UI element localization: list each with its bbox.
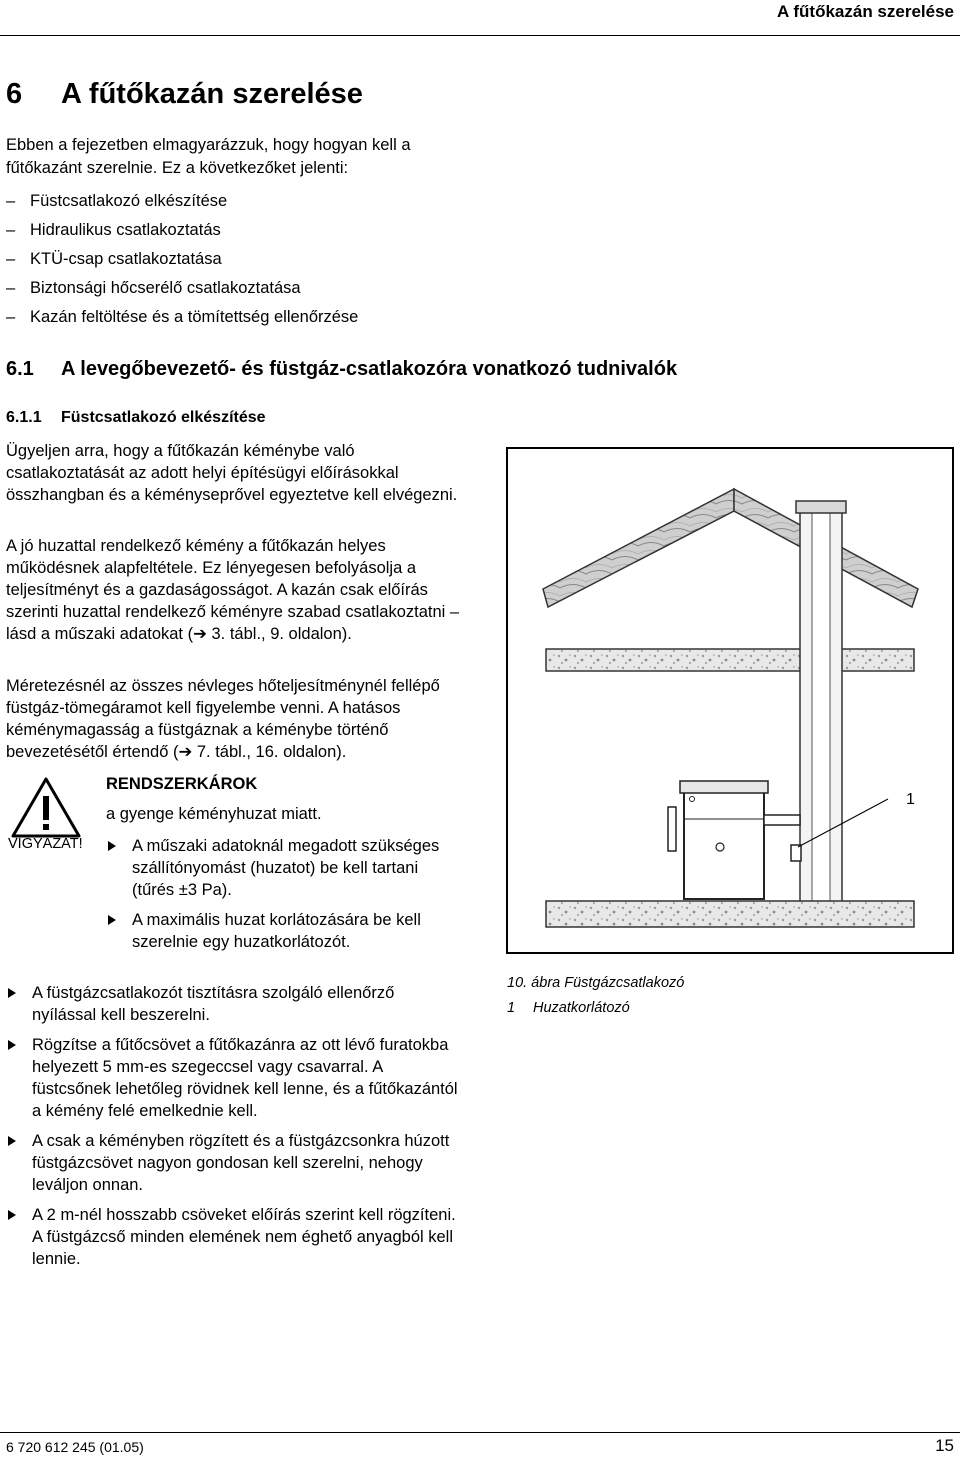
boiler-body bbox=[684, 789, 764, 899]
list-item: A maximális huzat korlátozására be kell szerelnie egy huzatkorlátozót. bbox=[106, 909, 451, 953]
chimney-cap bbox=[796, 501, 846, 513]
body-paragraph: Méretezésnél az összes névleges hőteljesítménynél fellépő füstgáz-tömegáramot kell figyelembe venni. A hatásos kéménymagasság a füstgáznak a kéménybe történő bevezetésétől értendő (➔ 7. tábl., 16. oldalon). bbox=[6, 677, 440, 761]
list-item: – Biztonsági hőcserélő csatlakoztatása bbox=[6, 274, 358, 303]
boiler-handle bbox=[668, 807, 676, 851]
subsection-heading bbox=[6, 409, 266, 427]
upper-floor-slab bbox=[546, 649, 914, 671]
body-paragraph: A jó huzattal rendelkező kémény a fűtőkazán helyes működésnek alapfeltétele. Ez lényegesen befolyásolja a teljesítményt és a gazdaságosságot. A kazán csak előírás szerinti huzattal rendelkező kéményre szabad csatlakoztatni – lásd a műszaki adatokat (➔ 3. tábl., 9. oldalon). bbox=[6, 537, 460, 643]
chapter-number: 6 bbox=[6, 78, 23, 110]
flue-pipe bbox=[764, 815, 800, 825]
chimney-diagram bbox=[508, 449, 952, 952]
boiler-top bbox=[680, 781, 768, 793]
roof-left bbox=[543, 489, 734, 607]
list-item: – Füstcsatlakozó elkészítése bbox=[6, 187, 358, 216]
legend-text: Huzatkorlátozó bbox=[533, 1000, 630, 1016]
chapter-title: A fűtőkazán szerelése bbox=[61, 78, 363, 110]
figure-illustration bbox=[506, 447, 954, 954]
warning-title: RENDSZERKÁROK bbox=[106, 775, 258, 793]
list-item: A csak a kéményben rögzített és a füstgázcsonkra húzott füstgázcsövet nagyon gondosan kell szerelni, nehogy leváljon onnan. bbox=[6, 1130, 461, 1196]
figure-legend bbox=[507, 1000, 630, 1016]
instruction-list bbox=[6, 982, 461, 1270]
figure-callout: 1 bbox=[906, 791, 915, 808]
boiler-indicator bbox=[690, 797, 695, 802]
footer-page-number: 15 bbox=[935, 1436, 954, 1455]
footer-divider bbox=[0, 1432, 960, 1433]
list-item: A műszaki adatoknál megadott szükséges szállítónyomást (huzatot) be kell tartani (tűrés ±3 Pa). bbox=[106, 835, 451, 901]
footer-doc-number: 6 720 612 245 (01.05) bbox=[6, 1439, 144, 1455]
body-paragraph: Ügyeljen arra, hogy a fűtőkazán kéménybe való csatlakoztatását az adott helyi építésügyi előírásokkal összhangban és a kéményseprővel egyeztetve kell elvégezni. bbox=[6, 442, 458, 504]
list-item: – KTÜ-csap csatlakoztatása bbox=[6, 245, 358, 274]
subsection-number: 6.1.1 bbox=[6, 409, 42, 426]
figure-caption: 10. ábra Füstgázcsatlakozó bbox=[507, 975, 685, 991]
chapter-heading bbox=[6, 78, 363, 111]
header-divider bbox=[0, 35, 960, 36]
draught-regulator bbox=[791, 845, 801, 861]
warning-subtitle: a gyenge kéményhuzat miatt. bbox=[106, 805, 322, 823]
warning-triangle-icon bbox=[10, 776, 82, 840]
list-item: – Hidraulikus csatlakoztatás bbox=[6, 216, 358, 245]
chimney-flue bbox=[812, 509, 830, 909]
list-item: Rögzítse a fűtőcsövet a fűtőkazánra az ott lévő furatokba helyezett 5 mm-es szegeccsel vagy csavarral. A füstcsőnek lehetőleg rövidnek kell lenne, és a fűtőkazántól a kémény felé emelkednie kell. bbox=[6, 1034, 461, 1122]
list-item: A füstgázcsatlakozót tisztításra szolgáló ellenőrző nyílással kell beszerelni. bbox=[6, 982, 461, 1026]
boiler-gauge bbox=[716, 843, 724, 851]
list-item: – Kazán feltöltése és a tömítettség ellenőrzése bbox=[6, 303, 358, 332]
legend-key: 1 bbox=[507, 1000, 516, 1016]
intro-paragraph: Ebben a fejezetben elmagyarázzuk, hogy hogyan kell a fűtőkazánt szerelnie. Ez a következőket jelenti: bbox=[6, 136, 411, 177]
lower-floor-slab bbox=[546, 901, 914, 927]
section-heading bbox=[6, 358, 677, 381]
section-number: 6.1 bbox=[6, 358, 34, 380]
chapter-steps-list bbox=[6, 187, 358, 332]
section-title: A levegőbevezető- és füstgáz-csatlakozóra vonatkozó tudnivalók bbox=[61, 358, 678, 380]
subsection-title: Füstcsatlakozó elkészítése bbox=[61, 409, 266, 426]
warning-label: VIGYÁZAT! bbox=[8, 836, 83, 852]
running-header-title: A fűtőkazán szerelése bbox=[777, 2, 954, 21]
list-item: A 2 m-nél hosszabb csöveket előírás szerint kell rögzíteni. A füstgázcső minden elemének nem éghető anyagból kell lennie. bbox=[6, 1204, 461, 1270]
warning-list bbox=[106, 835, 451, 953]
